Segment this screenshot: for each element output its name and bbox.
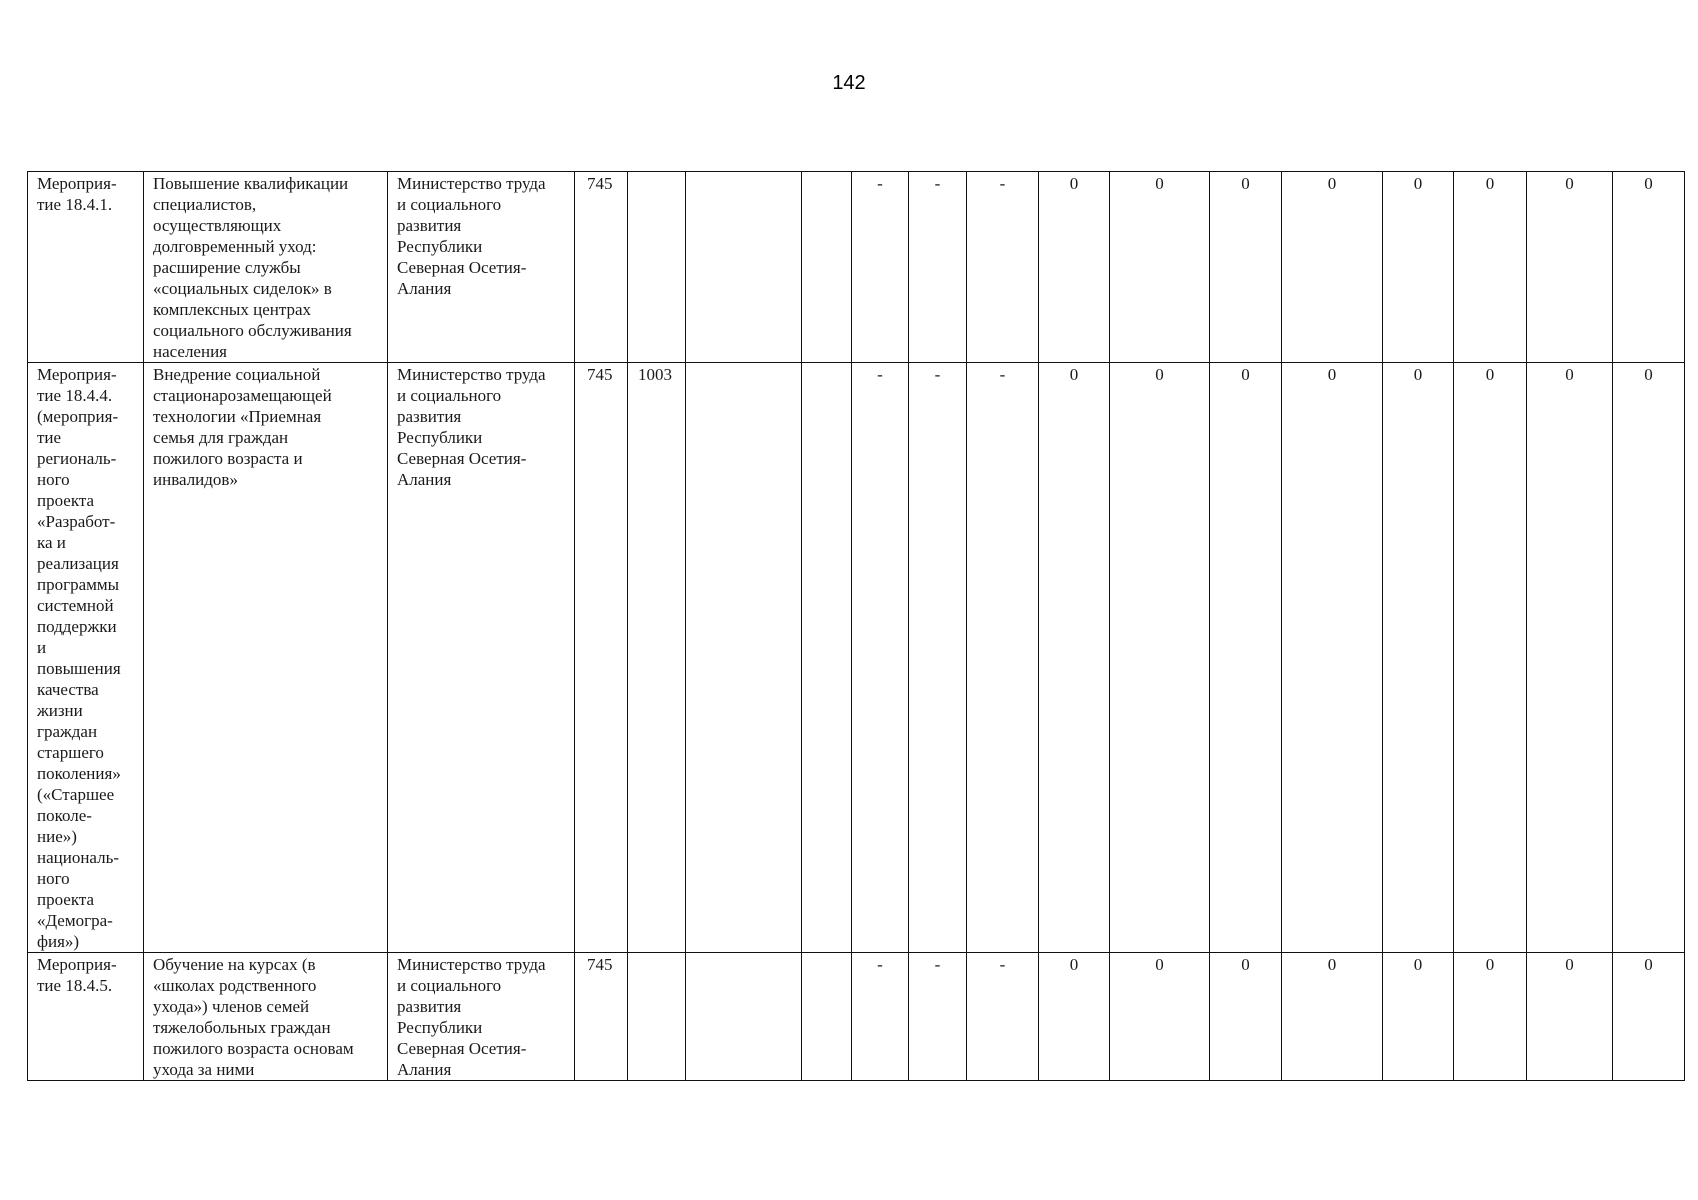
value-cell: 0 — [1527, 953, 1613, 1081]
grbs-cell: 745 — [575, 953, 628, 1081]
measure-name: Обучение на курсах (в «школах родственного ухода») членов семей тяжелобольных граждан пожилого возраста основам ухода за ними — [153, 955, 354, 1079]
vr-cell — [802, 953, 852, 1081]
value-cell: 0 — [1613, 172, 1685, 363]
dash-cell: - — [909, 172, 967, 363]
name-cell — [144, 953, 388, 1081]
value-cell: 0 — [1527, 363, 1613, 953]
value-cell: 0 — [1110, 953, 1210, 1081]
value-cell: 0 — [1383, 953, 1454, 1081]
vr-cell — [802, 172, 852, 363]
dash-cell: - — [852, 363, 909, 953]
measure-name: Повышение квалификации специалистов, осуществляющих долговременный уход: расширение службы «социальных сиделок» в комплексных центрах социального обслуживания населения — [153, 174, 352, 361]
dash-cell: - — [967, 363, 1039, 953]
value-cell: 0 — [1110, 172, 1210, 363]
dash-cell: - — [852, 953, 909, 1081]
value-cell: 0 — [1210, 172, 1282, 363]
value-cell: 0 — [1110, 363, 1210, 953]
value-cell: 0 — [1282, 172, 1383, 363]
value-cell: 0 — [1282, 363, 1383, 953]
measure-name: Внедрение социальной стационарозамещающей технологии «Приемная семья для граждан пожилого возраста и инвалидов» — [153, 365, 332, 489]
value-cell: 0 — [1613, 953, 1685, 1081]
measure-label: Мероприя- тие 18.4.1. — [37, 174, 117, 214]
value-cell: 0 — [1210, 363, 1282, 953]
grbs-cell: 745 — [575, 363, 628, 953]
vr-cell — [802, 363, 852, 953]
value-cell: 0 — [1454, 363, 1527, 953]
dash-cell: - — [909, 953, 967, 1081]
grbs-cell: 745 — [575, 172, 628, 363]
table-row — [28, 953, 1685, 1081]
measure-cell — [28, 953, 144, 1081]
table-row — [28, 172, 1685, 363]
dash-cell: - — [967, 172, 1039, 363]
value-cell: 0 — [1613, 363, 1685, 953]
value-cell: 0 — [1039, 172, 1110, 363]
value-cell: 0 — [1383, 172, 1454, 363]
value-cell: 0 — [1039, 953, 1110, 1081]
measure-label: Мероприя- тие 18.4.5. — [37, 955, 117, 995]
executor-name: Министерство труда и социального развития Республики Северная Осетия- Алания — [397, 955, 546, 1079]
value-cell: 0 — [1039, 363, 1110, 953]
executor-name: Министерство труда и социального развития Республики Северная Осетия- Алания — [397, 365, 546, 489]
measure-label: Мероприя- тие 18.4.4. (мероприя- тие региональ- ного проекта «Разработ- ка и реализация программы системной поддержки и повышения качества жизни граждан старшего поколения» («Старшее поколе- ние») националь- ного проекта «Демогра- фия») — [37, 365, 121, 951]
name-cell — [144, 363, 388, 953]
rzpr-cell — [628, 172, 686, 363]
executor-name: Министерство труда и социального развития Республики Северная Осетия- Алания — [397, 174, 546, 298]
page-number: 142 — [832, 72, 866, 94]
rzpr-cell: 1003 — [628, 363, 686, 953]
value-cell: 0 — [1383, 363, 1454, 953]
csr-cell — [686, 363, 802, 953]
value-cell: 0 — [1210, 953, 1282, 1081]
value-cell: 0 — [1454, 953, 1527, 1081]
dash-cell: - — [909, 363, 967, 953]
value-cell: 0 — [1282, 953, 1383, 1081]
rzpr-cell — [628, 953, 686, 1081]
executor-cell — [388, 363, 575, 953]
name-cell — [144, 172, 388, 363]
measure-cell — [28, 172, 144, 363]
table-row — [28, 363, 1685, 953]
program-measures-table — [27, 171, 1685, 1081]
dash-cell: - — [967, 953, 1039, 1081]
value-cell: 0 — [1454, 172, 1527, 363]
csr-cell — [686, 953, 802, 1081]
executor-cell — [388, 953, 575, 1081]
csr-cell — [686, 172, 802, 363]
executor-cell — [388, 172, 575, 363]
measure-cell — [28, 363, 144, 953]
dash-cell: - — [852, 172, 909, 363]
value-cell: 0 — [1527, 172, 1613, 363]
